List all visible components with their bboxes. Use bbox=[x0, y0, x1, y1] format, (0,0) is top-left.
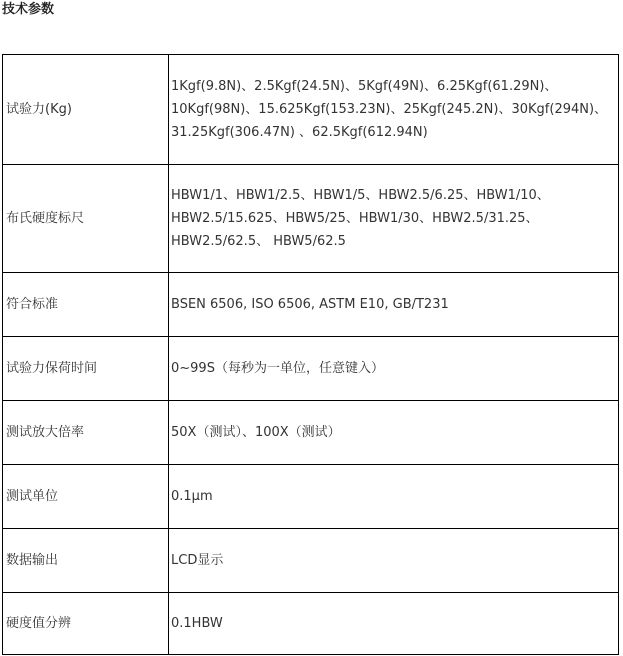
row-value: 0~99S（每秒为一单位，任意键入） bbox=[169, 337, 619, 401]
row-label: 布氏硬度标尺 bbox=[3, 165, 169, 273]
row-label: 试验力(Kg) bbox=[3, 55, 169, 165]
table-row bbox=[3, 401, 619, 465]
table-row bbox=[3, 593, 619, 655]
table-row bbox=[3, 273, 619, 337]
spec-table bbox=[2, 54, 619, 655]
table-row bbox=[3, 465, 619, 529]
table-row bbox=[3, 55, 619, 165]
table-row bbox=[3, 337, 619, 401]
row-value: 50X（测试）、100X（测试） bbox=[169, 401, 619, 465]
row-value: LCD显示 bbox=[169, 529, 619, 593]
row-value: HBW1/1、HBW1/2.5、HBW1/5、HBW2.5/6.25、HBW1/10、HBW2.5/15.625、HBW5/25、HBW1/30、HBW2.5/31.25、HBW2.5/62.5、 HBW5/62.5 bbox=[169, 165, 619, 273]
row-value: 1Kgf(9.8N)、2.5Kgf(24.5N)、5Kgf(49N)、6.25Kgf(61.29N)、10Kgf(98N)、15.625Kgf(153.23N)、25Kgf(245.2N)、30Kgf(294N)、31.25Kgf(306.47N) 、62.5Kgf(612.94N) bbox=[169, 55, 619, 165]
table-row bbox=[3, 165, 619, 273]
row-label: 试验力保荷时间 bbox=[3, 337, 169, 401]
row-label: 数据输出 bbox=[3, 529, 169, 593]
row-value: BSEN 6506, ISO 6506, ASTM E10, GB/T231 bbox=[169, 273, 619, 337]
row-value: 0.1μm bbox=[169, 465, 619, 529]
row-label: 硬度值分辨 bbox=[3, 593, 169, 655]
row-label: 符合标准 bbox=[3, 273, 169, 337]
section-heading: 技术参数 bbox=[2, 2, 55, 17]
row-label: 测试放大倍率 bbox=[3, 401, 169, 465]
row-value: 0.1HBW bbox=[169, 593, 619, 655]
row-label: 测试单位 bbox=[3, 465, 169, 529]
table-row bbox=[3, 529, 619, 593]
